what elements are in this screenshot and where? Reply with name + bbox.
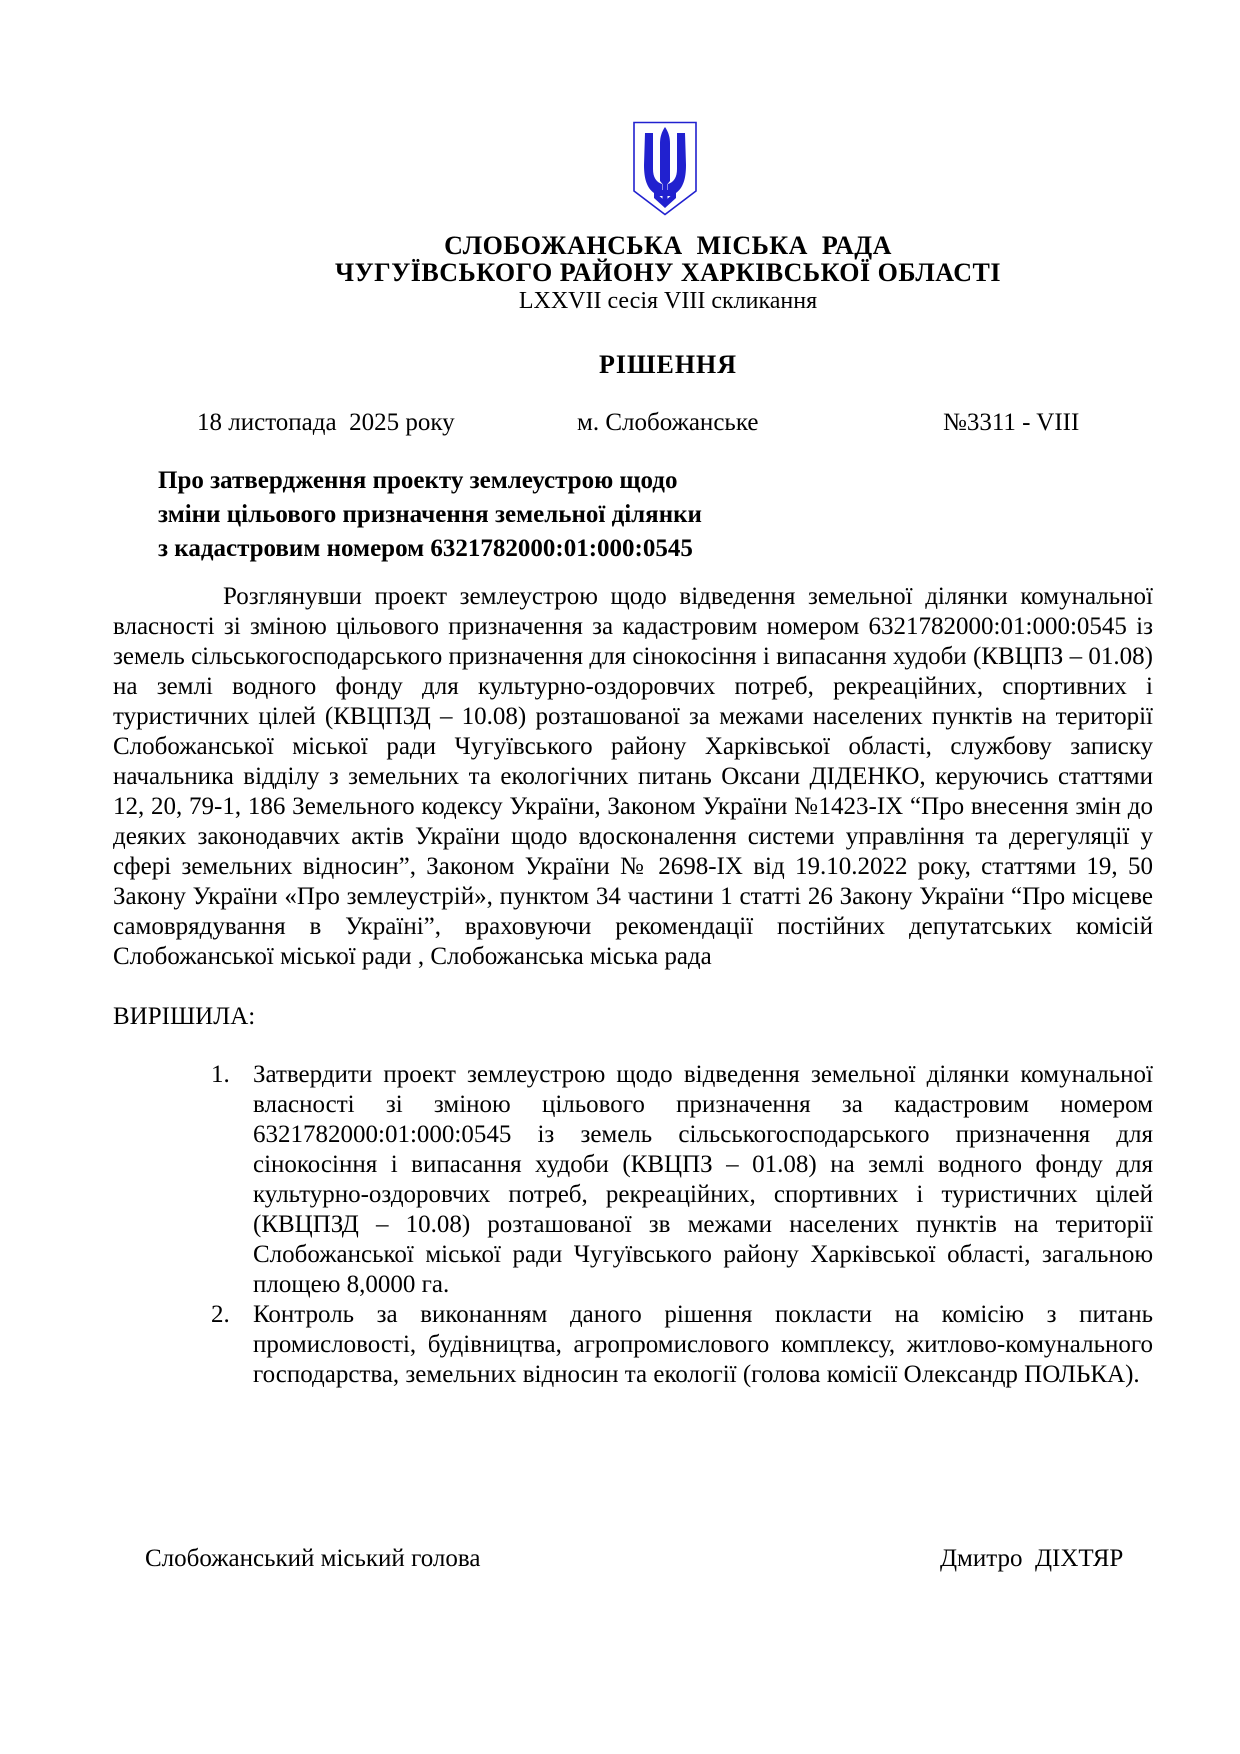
signature-position-title: Слобожанський міський голова [145,1545,481,1572]
org-name-line2: ЧУГУЇВСЬКОГО РАЙОНУ ХАРКІВСЬКОЇ ОБЛАСТІ [335,258,1001,287]
org-name-line1: СЛОБОЖАНСЬКА МІСЬКА РАДА [444,231,892,260]
subject-block [158,464,702,566]
subject-line3: з кадастровим номером 6321782000:01:000:0545 [158,535,693,562]
coat-of-arms [632,121,698,218]
resolution-item-2-number: 2. [211,1301,230,1328]
document-type-title: РІШЕННЯ [598,350,738,379]
subject-line2: зміни цільового призначення земельної ділянки [158,501,702,528]
resolution-item-2 [113,1300,1153,1390]
resolved-label: ВИРІШИЛА: [113,1003,256,1030]
preamble-paragraph: Розглянувши проект землеустрою щодо відведення земельної ділянки комунальної власності зі зміною цільового призначення за кадастровим номером 6321782000:01:000:0545 із земель сільськогосподарського призначення для сінокосіння і випасання худоби (КВЦПЗ – 01.08) на землі водного фонду для культурно-оздоровчих потреб, рекреаційних, спортивних і туристичних цілей (КВЦПЗД – 10.08) розташованої за межами населених пунктів на території Слобожанської міської ради Чугуївського району Харківської області, службову записку начальника відділу з земельних та екологічних питань Оксани ДІДЕНКО, керуючись статтями 12, 20, 79-1, 186 Земельного кодексу України, Законом України №1423-ІХ “Про внесення змін до деяких законодавчих актів України щодо вдосконалення системи управління та дерегуляції у сфері земельних відносин”, Законом України № 2698-ІХ від 19.10.2022 року, статтями 19, 50 Закону України «Про землеустрій», пунктом 34 частини 1 статті 26 Закону України “Про місцеве самоврядування в Україні”, враховуючи рекомендації постійних депутатських комісій Слобожанської міської ради , Слобожанська міська рада [113,583,1153,970]
resolution-item-1-number: 1. [211,1061,230,1088]
document-number: №3311 - VIII [943,409,1080,436]
document-place: м. Слобожанське [577,409,759,436]
resolution-item-1-text: Затвердити проект землеустрою щодо відведення земельної ділянки комунальної власності зі зміною цільового призначення за кадастровим номером 6321782000:01:000:0545 із земель сільськогосподарського призначення для сінокосіння і випасання худоби (КВЦПЗ – 01.08) на землі водного фонду для культурно-оздоровчих потреб, рекреаційних, спортивних і туристичних цілей (КВЦПЗД – 10.08) розташованої зв межами населених пунктів на території Слобожанської міської ради Чугуївського району Харківської області, загальною площею 8,0000 га. [253,1061,1153,1298]
tryzub-icon [632,121,698,218]
resolution-item-2-text: Контроль за виконанням даного рішення покласти на комісію з питань промисловості, будівництва, агропромислового комплексу, житлово-комунального господарства, земельних відносин та екології (голова комісії Олександр ПОЛЬКА). [253,1301,1153,1388]
signature-person-name: Дмитро ДІХТЯР [940,1545,1124,1572]
session-line: LXXVII сесія VIII скликання [518,288,818,314]
document-date: 18 листопада 2025 року [197,409,455,436]
resolution-list [113,1060,1153,1390]
subject-line1: Про затвердження проекту землеустрою щодо [158,467,678,494]
resolution-item-1 [113,1060,1153,1300]
